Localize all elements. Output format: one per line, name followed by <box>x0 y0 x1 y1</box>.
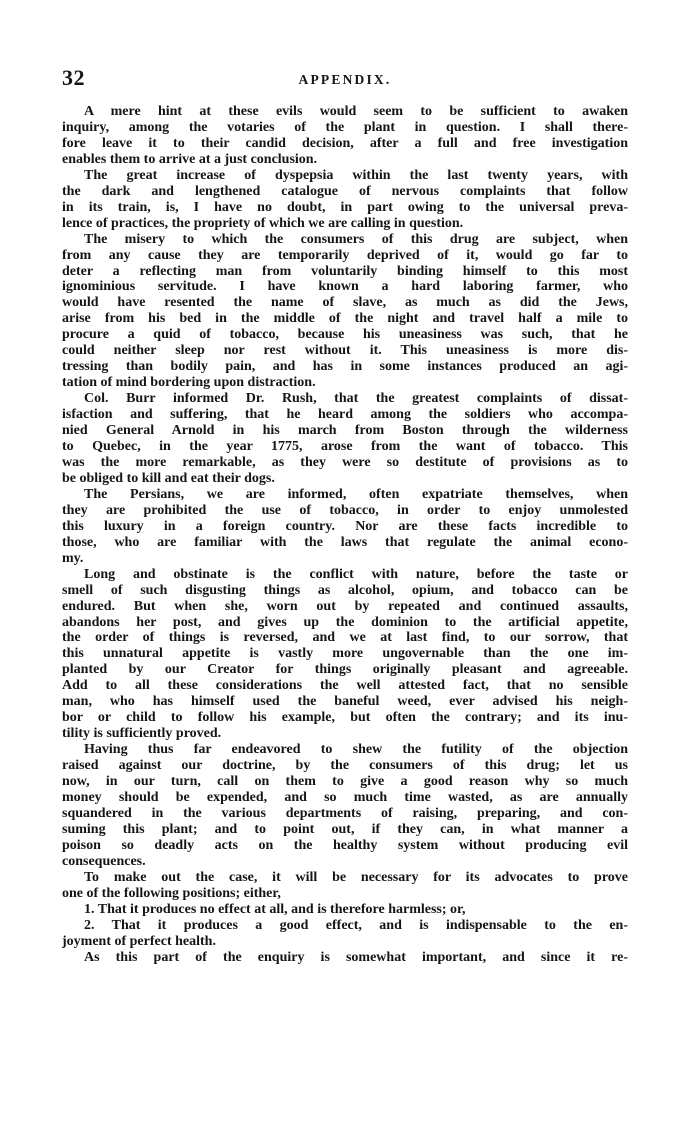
text-line: As this part of the enquiry is somewhat important, and since it re- <box>84 949 628 965</box>
text-line: Col. Burr informed Dr. Rush, that the greatest complaints of dissat- <box>84 391 628 407</box>
paragraph <box>62 870 628 902</box>
paragraph <box>62 950 628 966</box>
text-line: money should be expended, and so much time wasted, as are annually <box>62 789 628 805</box>
text-line: deter a reflecting man from voluntarily binding himself to this most <box>62 263 628 279</box>
text-line: The misery to which the consumers of this drug are subject, when <box>84 231 628 247</box>
paragraph <box>62 104 628 168</box>
text-line: A mere hint at these evils would seem to be sufficient to awaken <box>84 104 628 119</box>
text-line: ignominious servitude. I have known a hard laboring farmer, who <box>62 279 628 295</box>
page-number: 32 <box>62 65 85 90</box>
text-line: To make out the case, it will be necessary for its advocates to prove <box>84 869 628 885</box>
text-line: my. <box>62 550 84 566</box>
text-line: from any cause they are temporarily deprived of it, would go far to <box>62 247 628 263</box>
text-line: man, who has himself used the baneful weed, ever advised his neigh- <box>62 694 628 710</box>
text-line: those, who are familiar with the laws that regulate the animal econo- <box>62 534 628 550</box>
text-line: raised against our doctrine, by the consumers of this drug; let us <box>62 758 628 774</box>
text-line: consequences. <box>62 853 146 869</box>
text-line: would have resented the name of slave, as much as did the Jews, <box>62 295 628 311</box>
text-line: bor or child to follow his example, but often the contrary; and its inu- <box>62 710 628 726</box>
text-line: this luxury in a foreign country. Nor are these facts incredible to <box>62 518 628 534</box>
text-line: 2. That it produces a good effect, and is indispensable to the en- <box>84 917 628 933</box>
text-line: lence of practices, the propriety of which we are calling in question. <box>62 215 464 231</box>
text-line: enables them to arrive at a just conclusion. <box>62 151 318 167</box>
text-line: was the more remarkable, as they were so destitute of provisions as to <box>62 454 628 470</box>
paragraph <box>62 487 628 567</box>
text-line: planted by our Creator for things originally pleasant and agreeable. <box>62 662 628 678</box>
text-line: Long and obstinate is the conflict with nature, before the taste or <box>84 566 628 582</box>
text-line: poison so deadly acts on the healthy system without producing evil <box>62 837 628 853</box>
text-line: in its train, is, I have no doubt, in part owing to the universal preva- <box>62 199 628 215</box>
text-line: squandered in the various departments of raising, preparing, and con- <box>62 805 628 821</box>
text-line: The Persians, we are informed, often expatriate themselves, when <box>84 486 628 502</box>
text-line: tation of mind bordering upon distraction. <box>62 375 316 391</box>
paragraph <box>62 232 628 392</box>
paragraph <box>62 168 628 232</box>
text-line: abandons her post, and gives up the dominion to the artificial appetite, <box>62 614 628 630</box>
paragraph <box>62 742 628 870</box>
text-line: 1. That it produces no effect at all, and is therefore harmless; or, <box>84 901 466 917</box>
paragraph <box>62 391 628 487</box>
page-header <box>62 64 628 92</box>
text-line: isfaction and suffering, that he heard among the soldiers who accompa- <box>62 407 628 423</box>
numbered-item <box>62 902 628 918</box>
body-text <box>62 104 628 965</box>
text-line: The great increase of dyspepsia within the last twenty years, with <box>84 167 628 183</box>
text-line: Add to all these considerations the well attested fact, that no sensible <box>62 678 628 694</box>
text-line: be obliged to kill and eat their dogs. <box>62 470 275 486</box>
text-line: nied General Arnold in his march from Boston through the wilderness <box>62 423 628 439</box>
text-line: could neither sleep nor rest without it. This uneasiness is more dis- <box>62 343 628 359</box>
book-page <box>62 64 628 965</box>
text-line: to Quebec, in the year 1775, arose from the want of tobacco. This <box>62 439 628 455</box>
text-line: Having thus far endeavored to shew the futility of the objection <box>84 742 628 758</box>
text-line: arise from his bed in the middle of the night and travel half a mile to <box>62 311 628 327</box>
text-line: tressing than bodily pain, and has in some instances produced an agi- <box>62 359 628 375</box>
text-line: now, in our turn, call on them to give a good reason why so much <box>62 774 628 790</box>
text-line: this unnatural appetite is vastly more ungovernable than the one im- <box>62 646 628 662</box>
text-line: inquiry, among the votaries of the plant in question. I shall there- <box>62 119 628 135</box>
text-line: joyment of perfect health. <box>62 933 216 949</box>
text-line: they are prohibited the use of tobacco, in order to enjoy unmolested <box>62 502 628 518</box>
text-line: suming this plant; and to point out, if they can, in what manner a <box>62 821 628 837</box>
text-line: tility is sufficiently proved. <box>62 726 222 742</box>
running-head: APPENDIX. <box>298 72 392 87</box>
text-line: smell of such disgusting things as alcohol, opium, and tobacco can be <box>62 582 628 598</box>
text-line: fore leave it to their candid decision, after a full and free investigation <box>62 135 628 151</box>
paragraph <box>62 567 628 742</box>
text-line: one of the following positions; either, <box>62 885 281 901</box>
numbered-item <box>62 918 628 950</box>
text-line: endured. But when she, worn out by repeated and continued assaults, <box>62 598 628 614</box>
text-line: the order of things is reversed, and we at last find, to our sorrow, that <box>62 630 628 646</box>
text-line: the dark and lengthened catalogue of nervous complaints that follow <box>62 183 628 199</box>
text-line: procure a quid of tobacco, because his uneasiness was such, that he <box>62 327 628 343</box>
